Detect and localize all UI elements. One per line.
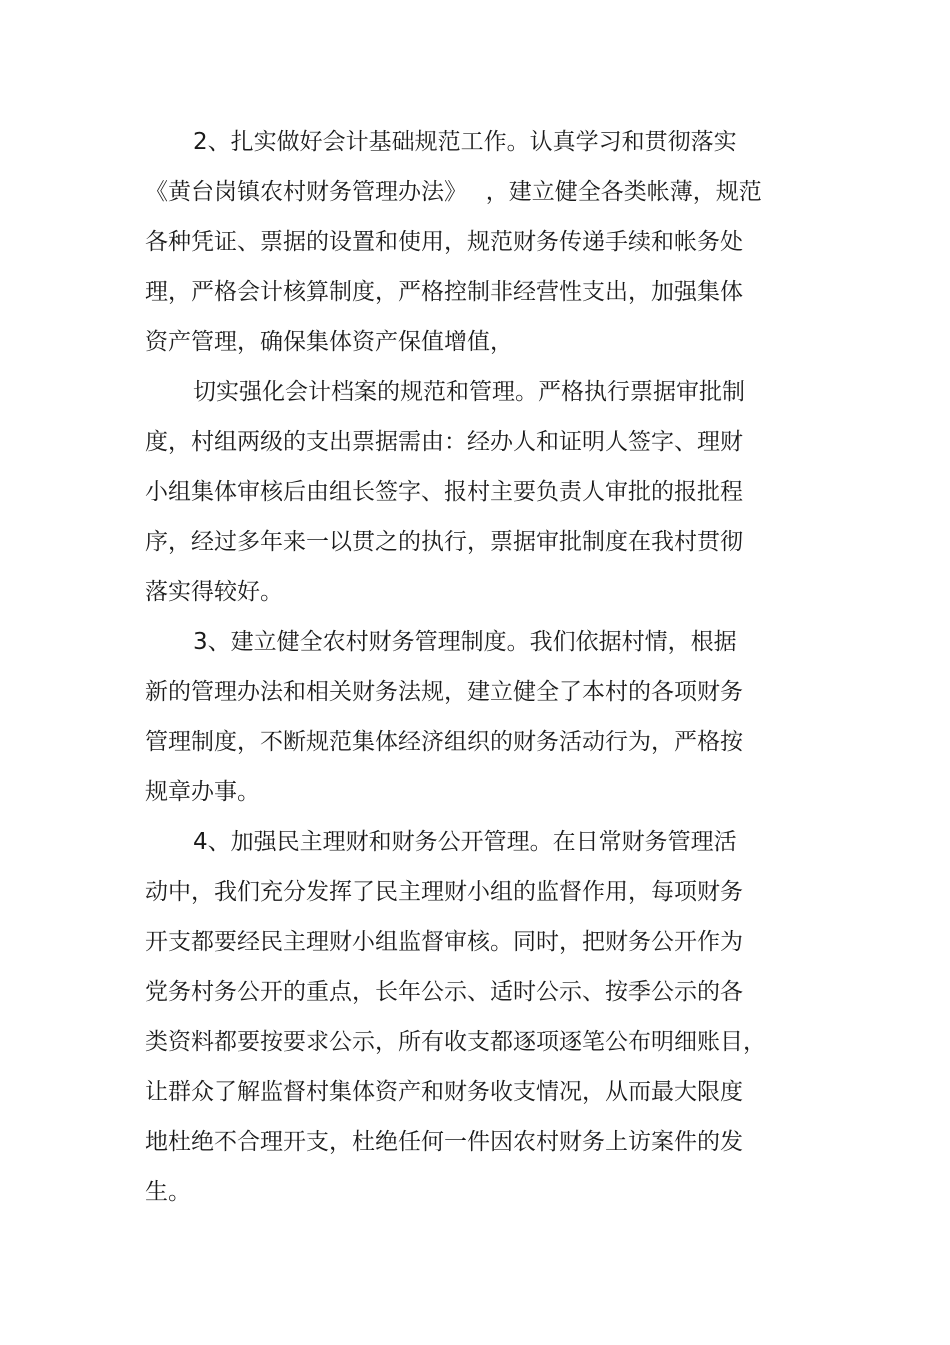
paragraph-archive-management [145,367,785,617]
paragraph-management-system [145,617,785,817]
paragraph-line: 切实强化会计档案的规范和管理。严格执行票据审批制 [193,379,745,405]
paragraph-line: 新的管理办法和相关财务法规，建立健全了本村的各项财务 [145,679,743,705]
paragraph-line: 动中，我们充分发挥了民主理财小组的监督作用，每项财务 [145,879,743,905]
paragraph-line: 让群众了解监督村集体资产和财务收支情况，从而最大限度 [145,1079,743,1105]
paragraph-line: 资产管理，确保集体资产保值增值， [145,329,513,355]
paragraph-line: 《黄台岗镇农村财务管理办法》 ，建立健全各类帐薄，规范 [145,179,762,205]
paragraph-line: 规章办事。 [145,779,260,805]
paragraph-line: 小组集体审核后由组长签字、报村主要负责人审批的报批程 [145,479,743,505]
paragraph-line: 开支都要经民主理财小组监督审核。同时，把财务公开作为 [145,929,743,955]
document-body [145,117,785,1217]
paragraph-line: 3、建立健全农村财务管理制度。我们依据村情，根据 [193,629,737,655]
paragraph-line: 各种凭证、票据的设置和使用，规范财务传递手续和帐务处 [145,229,743,255]
paragraph-line: 序，经过多年来一以贯之的执行，票据审批制度在我村贯彻 [145,529,743,555]
paragraph-line: 生。 [145,1179,191,1205]
paragraph-line: 管理制度，不断规范集体经济组织的财务活动行为，严格按 [145,729,743,755]
paragraph-line: 地杜绝不合理开支，杜绝任何一件因农村财务上访案件的发 [145,1129,743,1155]
paragraph-accounting-basics [145,117,785,367]
paragraph-line: 党务村务公开的重点，长年公示、适时公示、按季公示的各 [145,979,743,1005]
paragraph-line: 2、扎实做好会计基础规范工作。认真学习和贯彻落实 [193,129,737,155]
paragraph-line: 度，村组两级的支出票据需由：经办人和证明人签字、理财 [145,429,743,455]
paragraph-line: 4、加强民主理财和财务公开管理。在日常财务管理活 [193,829,737,855]
paragraph-line: 类资料都要按要求公示，所有收支都逐项逐笔公布明细账目， [145,1029,766,1055]
paragraph-democratic-finance [145,817,785,1217]
paragraph-line: 理，严格会计核算制度，严格控制非经营性支出，加强集体 [145,279,743,305]
paragraph-line: 落实得较好。 [145,579,283,605]
